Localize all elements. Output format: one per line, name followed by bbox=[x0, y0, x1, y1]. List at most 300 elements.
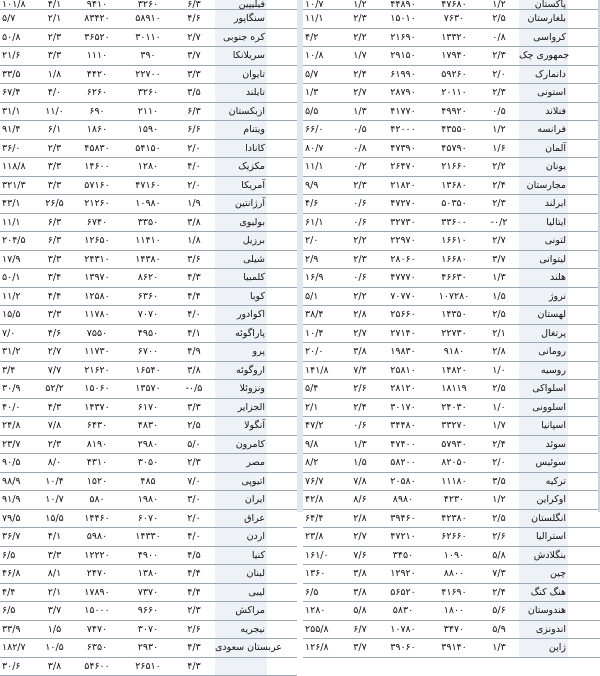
table-cell: ۱۰۱/۸ bbox=[0, 0, 38, 9]
table-cell: ۴۸۳۰ bbox=[123, 417, 173, 435]
table-row bbox=[0, 288, 297, 307]
table-cell: ۳۰/۶ bbox=[0, 658, 38, 676]
table-cell: ۴۲۳۰ bbox=[429, 491, 479, 509]
country-name-cell: کرواسی bbox=[519, 29, 568, 47]
table-cell: ۱۸۱۱۹ bbox=[429, 380, 479, 398]
table-cell: ۰/۶ bbox=[343, 195, 377, 213]
table-cell: ۱/۲ bbox=[479, 121, 519, 139]
country-name-cell: ونزوئلا bbox=[215, 380, 267, 398]
country-name-cell: استرالیا bbox=[519, 528, 568, 546]
table-row bbox=[0, 491, 297, 510]
table-cell: ۰/۵ bbox=[343, 121, 377, 139]
table-row bbox=[0, 103, 297, 122]
table-cell: ۲۶/۵ bbox=[38, 195, 71, 213]
table-cell: ۲/۵ bbox=[479, 510, 519, 528]
table-cell: ۶۶/۰ bbox=[303, 121, 343, 139]
table-cell: ۱/۸ bbox=[38, 66, 71, 84]
table-cell: ۴/۴ bbox=[173, 565, 215, 583]
country-name-cell: سریلانکا bbox=[215, 47, 267, 65]
table-cell: ۴/۳ bbox=[173, 269, 215, 287]
table-cell: ۲۹۱۵۰ bbox=[377, 47, 429, 65]
table-row bbox=[0, 66, 297, 85]
table-cell: ۱۲۹۲۰ bbox=[377, 565, 429, 583]
table-cell: ۸۶۲۰ bbox=[123, 269, 173, 287]
table-row bbox=[303, 510, 600, 529]
table-row bbox=[303, 121, 600, 140]
table-cell: ۴۳۵۵۰ bbox=[429, 121, 479, 139]
table-row bbox=[303, 177, 600, 196]
table-row bbox=[0, 214, 297, 233]
country-name-cell: لیبی bbox=[215, 584, 267, 602]
country-name-cell: اندونزی bbox=[519, 621, 568, 639]
table-cell: ۲۲۷۰۰ bbox=[123, 66, 173, 84]
table-cell: ۷/۸ bbox=[38, 417, 71, 435]
table-cell: ۱۹۸۳۰ bbox=[377, 343, 429, 361]
country-name-cell: تایلند bbox=[215, 84, 267, 102]
table-cell: ۱۰/۷ bbox=[303, 0, 343, 9]
table-row bbox=[303, 343, 600, 362]
table-cell: ۶۷۴۰ bbox=[71, 214, 123, 232]
table-cell: ۱۶۵۴۰ bbox=[123, 362, 173, 380]
table-row bbox=[0, 306, 297, 325]
table-cell: ۲/۴ bbox=[343, 399, 377, 417]
table-cell: ۱۹۸۰ bbox=[123, 491, 173, 509]
table-row bbox=[0, 639, 297, 658]
country-name-cell: یونان bbox=[519, 158, 568, 176]
table-cell: ۲/۰ bbox=[173, 140, 215, 158]
table-cell: ۶/۳ bbox=[38, 214, 71, 232]
table-cell: ۱۱۱۰ bbox=[71, 47, 123, 65]
table-cell: ۱/۰ bbox=[479, 362, 519, 380]
table-cell: ۱/۷ bbox=[343, 47, 377, 65]
table-cell: ۴۲۰۰۰ bbox=[377, 121, 429, 139]
table-cell: ۱۳۶۸۰ bbox=[429, 177, 479, 195]
table-cell: ۶۳۶۰ bbox=[123, 288, 173, 306]
table-cell: ۱۰/۴ bbox=[303, 325, 343, 343]
table-cell: ۴/۰ bbox=[173, 306, 215, 324]
table-cell: ۷/۰ bbox=[173, 473, 215, 491]
table-row bbox=[303, 140, 600, 159]
table-cell: ۲۳/۸ bbox=[303, 528, 343, 546]
table-cell: ۲/۱ bbox=[38, 10, 71, 28]
table-cell: ۸۸۰۰ bbox=[429, 565, 479, 583]
table-cell: ۱۵۹۰ bbox=[123, 121, 173, 139]
table-cell: ۰/۶ bbox=[343, 417, 377, 435]
table-row bbox=[0, 658, 297, 676]
country-name-cell: انگلستان bbox=[519, 510, 568, 528]
country-name-cell: اتیوپی bbox=[215, 473, 267, 491]
table-cell: ۲/۵ bbox=[173, 417, 215, 435]
table-cell: ۱۴۱/۸ bbox=[303, 362, 343, 380]
country-name-cell: مجارستان bbox=[519, 177, 568, 195]
country-name-cell: عراق bbox=[215, 510, 267, 528]
table-row bbox=[0, 177, 297, 196]
table-cell: ۱۱۷۸۰ bbox=[71, 306, 123, 324]
table-cell: ۲/۶ bbox=[479, 528, 519, 546]
table-cell: ۲۳/۷ bbox=[0, 436, 38, 454]
table-cell: ۱۲۶۵۰ bbox=[71, 232, 123, 250]
table-cell: ۲۱۶۹۰ bbox=[377, 29, 429, 47]
table-cell: ۴/۵ bbox=[173, 547, 215, 565]
table-cell: ۳۳۲۷۰ bbox=[429, 417, 479, 435]
table-cell: ۱۶/۹ bbox=[303, 269, 343, 287]
table-cell: ۶۷۰۰ bbox=[123, 343, 173, 361]
country-name-cell: ژاپن bbox=[519, 639, 568, 657]
table-cell: ۷/۰ bbox=[0, 325, 38, 343]
table-row bbox=[0, 325, 297, 344]
table-row bbox=[303, 602, 600, 621]
table-row bbox=[303, 399, 600, 418]
table-cell: ۳/۷ bbox=[173, 47, 215, 65]
table-cell: ۵۲/۲ bbox=[38, 380, 71, 398]
table-row bbox=[0, 380, 297, 399]
table-cell: ۴/۳ bbox=[38, 399, 71, 417]
table-cell: ۲۰۵۸۰ bbox=[377, 473, 429, 491]
table-cell: ۲/۳ bbox=[343, 177, 377, 195]
table-cell: ۴۹۹۲۰ bbox=[429, 103, 479, 121]
table-cell: ۲/۳ bbox=[479, 195, 519, 213]
table-cell: ۱۷/۹ bbox=[0, 251, 38, 269]
table-cell: ۴/۱ bbox=[38, 0, 71, 9]
country-name-cell: سوئیس bbox=[519, 454, 568, 472]
table-cell: ۴۶/۸ bbox=[0, 565, 38, 583]
table-cell: ۷۰۷۷۰ bbox=[377, 288, 429, 306]
country-name-cell: بولیوی bbox=[215, 214, 267, 232]
table-cell: ۶۱۷۰ bbox=[123, 399, 173, 417]
table-row bbox=[0, 399, 297, 418]
table-row bbox=[0, 195, 297, 214]
table-cell: ۱/۸ bbox=[173, 232, 215, 250]
table-cell: ۹۱/۴ bbox=[0, 121, 38, 139]
table-cell: ۴۵۷۹۰ bbox=[429, 140, 479, 158]
table-cell: ۵۴۱۵۰ bbox=[123, 140, 173, 158]
table-cell: ۱۵/۵ bbox=[0, 306, 38, 324]
table-cell: ۰/۸ bbox=[343, 140, 377, 158]
table-cell: ۴۷۶۸۰ bbox=[429, 0, 479, 9]
table-cell: ۴۶۶۳۰ bbox=[429, 269, 479, 287]
table-cell: ۷/۳ bbox=[479, 565, 519, 583]
table-cell: ۵/۷ bbox=[0, 10, 38, 28]
table-cell: ۳۴۵۰ bbox=[377, 547, 429, 565]
table-row bbox=[0, 436, 297, 455]
table-cell: ۴۷۴۰۰ bbox=[377, 436, 429, 454]
table-cell: ۲/۴ bbox=[343, 66, 377, 84]
table-cell: ۱۶۱/۰ bbox=[303, 547, 343, 565]
country-name-cell: لتونی bbox=[519, 232, 568, 250]
table-row bbox=[0, 251, 297, 270]
table-cell: ۷۶۳۰ bbox=[429, 10, 479, 28]
table-cell: ۴/۶ bbox=[38, 325, 71, 343]
table-cell: ۱۱/۱ bbox=[0, 214, 38, 232]
table-cell: ۱۲۶/۸ bbox=[303, 639, 343, 657]
table-cell: ۱/۹ bbox=[173, 195, 215, 213]
table-row bbox=[303, 214, 600, 233]
country-name-cell: پرو bbox=[215, 343, 267, 361]
table-cell: ۴/۰ bbox=[173, 158, 215, 176]
table-row bbox=[303, 325, 600, 344]
table-cell: ۱۱/۱ bbox=[303, 158, 343, 176]
table-cell: ۵۹۸۰ bbox=[71, 528, 123, 546]
table-cell: ۳/۳ bbox=[38, 547, 71, 565]
country-name-cell: بلغارستان bbox=[519, 10, 568, 28]
table-cell: ۰/۸ bbox=[479, 29, 519, 47]
table-cell: ۴/۹ bbox=[173, 343, 215, 361]
table-row bbox=[303, 436, 600, 455]
table-row bbox=[303, 232, 600, 251]
country-name-cell: اردن bbox=[215, 528, 267, 546]
table-cell: ۲۸۱۲۰ bbox=[377, 380, 429, 398]
table-cell: ۷۵۵۰ bbox=[71, 325, 123, 343]
table-row bbox=[0, 584, 297, 603]
table-row bbox=[303, 10, 600, 29]
table-cell: ۵۸۲۰۰ bbox=[377, 454, 429, 472]
table-cell: ۰/۶ bbox=[343, 269, 377, 287]
table-row bbox=[303, 269, 600, 288]
table-cell: ۱۵۰۶۰ bbox=[71, 380, 123, 398]
table-cell: ۳/۳ bbox=[38, 251, 71, 269]
table-cell: ۲۲۷۳۰ bbox=[429, 325, 479, 343]
table-cell: ۱۴۳۳۰ bbox=[123, 528, 173, 546]
table-cell: ۱۱۷۳۰ bbox=[71, 343, 123, 361]
table-cell: ۴۲۳۸۰ bbox=[429, 510, 479, 528]
table-cell: ۵۸۰ bbox=[71, 491, 123, 509]
table-cell: ۳۳/۹ bbox=[0, 621, 38, 639]
table-cell: ۵/۹ bbox=[479, 621, 519, 639]
table-cell: ۹/۸ bbox=[303, 436, 343, 454]
table-cell: ۲/۸ bbox=[479, 343, 519, 361]
table-row bbox=[303, 158, 600, 177]
table-row bbox=[0, 140, 297, 159]
table-cell: ۱۳۳۲۰ bbox=[429, 29, 479, 47]
table-cell: ۱۱۴۱۰ bbox=[123, 232, 173, 250]
table-cell: ۲/۳ bbox=[38, 436, 71, 454]
country-name-cell: فیلیپین bbox=[215, 0, 267, 9]
table-row bbox=[0, 269, 297, 288]
table-cell: ۳/۸ bbox=[38, 658, 71, 676]
table-cell: ۳۳۶۰۰ bbox=[429, 214, 479, 232]
table-cell: -۰/۲ bbox=[479, 214, 519, 232]
country-name-cell: برزیل bbox=[215, 232, 267, 250]
country-name-cell: مصر bbox=[215, 454, 267, 472]
table-cell: ۵۸۳۰ bbox=[377, 602, 429, 620]
table-cell: ۲/۸ bbox=[343, 510, 377, 528]
table-cell: ۲/۳ bbox=[479, 47, 519, 65]
table-cell: ۶/۳ bbox=[173, 0, 215, 9]
table-cell: ۶/۶ bbox=[173, 121, 215, 139]
table-cell: ۴۷۷۷۰ bbox=[377, 269, 429, 287]
table-row bbox=[0, 417, 297, 436]
table-cell: ۲۶۴۷۰ bbox=[377, 158, 429, 176]
table-row bbox=[303, 380, 600, 399]
table-cell: ۲/۱ bbox=[479, 325, 519, 343]
table-row bbox=[303, 47, 600, 66]
table-cell: ۱۶۶۱۰ bbox=[429, 232, 479, 250]
table-cell: ۲۴۷۰ bbox=[71, 565, 123, 583]
table-cell: ۱۵۰۰۰ bbox=[71, 602, 123, 620]
table-cell: ۳/۰ bbox=[173, 491, 215, 509]
table-cell: ۴۴۸۹۰ bbox=[377, 0, 429, 9]
country-name-cell: جمهوری چک bbox=[519, 47, 568, 65]
table-cell: ۴۹۰۰ bbox=[123, 547, 173, 565]
table-cell: ۱۰/۸ bbox=[303, 47, 343, 65]
country-name-cell: استونی bbox=[519, 84, 568, 102]
table-cell: ۲۱۲۶۰ bbox=[71, 195, 123, 213]
table-row bbox=[0, 84, 297, 103]
table-cell: ۹۴۱۰ bbox=[71, 0, 123, 9]
table-cell: ۲۶۵۱۰ bbox=[123, 658, 173, 676]
table-cell: ۳۹۴۶۰ bbox=[377, 510, 429, 528]
table-cell: ۱۳۹۷۰ bbox=[71, 269, 123, 287]
table-cell: ۲/۴ bbox=[479, 436, 519, 454]
table-cell: ۳/۵ bbox=[479, 473, 519, 491]
table-cell: ۱/۲ bbox=[479, 0, 519, 9]
table-row bbox=[0, 602, 297, 621]
table-cell: ۱۴۳۷۰ bbox=[71, 399, 123, 417]
table-cell: ۶/۵ bbox=[0, 547, 38, 565]
table-cell: ۳۰۱۱۰ bbox=[123, 29, 173, 47]
table-cell: ۲/۵ bbox=[479, 10, 519, 28]
table-cell: ۲۱۱۰ bbox=[123, 103, 173, 121]
table-cell: ۶/۵ bbox=[303, 584, 343, 602]
table-cell: ۲۵۸۱۰ bbox=[377, 362, 429, 380]
table-cell: ۷۴۷۰ bbox=[71, 621, 123, 639]
table-cell: ۴/۴ bbox=[0, 584, 38, 602]
table-cell: ۱۰۹۸۰ bbox=[123, 195, 173, 213]
table-cell: ۸۳۴۲۰ bbox=[71, 10, 123, 28]
table-cell: ۱/۵ bbox=[343, 454, 377, 472]
table-cell: ۶۴۳۰ bbox=[71, 417, 123, 435]
table-cell: ۳/۸ bbox=[343, 343, 377, 361]
table-cell: ۵۸۹۱۰ bbox=[123, 10, 173, 28]
table-cell: ۲۸۷۹۰ bbox=[377, 84, 429, 102]
table-row bbox=[303, 29, 600, 48]
table-cell: ۳/۷ bbox=[38, 602, 71, 620]
table-row bbox=[0, 528, 297, 547]
country-name-cell: تایوان bbox=[215, 66, 267, 84]
table-cell: ۱۱/۰ bbox=[38, 103, 71, 121]
country-name-cell: پرتغال bbox=[519, 325, 568, 343]
country-name-cell: لهستان bbox=[519, 306, 568, 324]
table-cell: ۳۶۵۲۰ bbox=[71, 29, 123, 47]
table-cell: ۵/۵ bbox=[303, 103, 343, 121]
table-cell: ۱۷۹۴۰ bbox=[429, 47, 479, 65]
table-cell: ۱۰۷۲۸۰ bbox=[429, 288, 479, 306]
table-cell: ۹۱/۹ bbox=[0, 491, 38, 509]
table-cell: ۴/۳ bbox=[173, 658, 215, 676]
country-name-cell: آمریکا bbox=[215, 177, 267, 195]
table-cell: ۳۱/۱ bbox=[0, 103, 38, 121]
table-cell: ۲۹۳۰ bbox=[123, 639, 173, 657]
table-row bbox=[303, 306, 600, 325]
table-cell: ۱/۳ bbox=[479, 639, 519, 657]
table-cell: ۶۷/۴ bbox=[0, 84, 38, 102]
table-row bbox=[303, 565, 600, 584]
table-cell: ۱۳۵۷۰ bbox=[123, 380, 173, 398]
table-cell: ۱/۳ bbox=[303, 84, 343, 102]
table-cell: ۱۵۲۰ bbox=[71, 473, 123, 491]
table-cell: ۴۲/۸ bbox=[303, 491, 343, 509]
table-row bbox=[0, 10, 297, 29]
table-row bbox=[303, 84, 600, 103]
country-name-cell: ایرلند bbox=[519, 195, 568, 213]
table-cell: ۳۲۱/۳ bbox=[0, 177, 38, 195]
table-cell: ۱۰/۴ bbox=[38, 473, 71, 491]
table-cell: ۲/۰ bbox=[173, 177, 215, 195]
table-cell: ۲/۶ bbox=[173, 621, 215, 639]
country-name-cell: پاراگوئه bbox=[215, 325, 267, 343]
table-cell: ۳/۴ bbox=[0, 362, 38, 380]
table-cell: ۱۶۶۸۰ bbox=[429, 251, 479, 269]
table-row bbox=[303, 417, 600, 436]
table-cell: ۴/۶ bbox=[173, 10, 215, 28]
table-cell: ۱۵۰۱۰ bbox=[377, 10, 429, 28]
table-cell: ۳/۳ bbox=[38, 177, 71, 195]
table-row bbox=[0, 232, 297, 251]
table-cell: ۷/۸ bbox=[343, 473, 377, 491]
table-cell: ۲/۲ bbox=[479, 158, 519, 176]
table-cell: ۲/۵ bbox=[479, 380, 519, 398]
country-name-cell: مراکش bbox=[215, 602, 267, 620]
table-cell: ۲/۴ bbox=[479, 584, 519, 602]
table-cell: ۲/۲ bbox=[343, 288, 377, 306]
table-row bbox=[303, 288, 600, 307]
country-name-cell: مکزیک bbox=[215, 158, 267, 176]
table-cell: ۷۶/۷ bbox=[303, 473, 343, 491]
country-name-cell: بنگلادش bbox=[519, 547, 568, 565]
table-cell: ۲/۷ bbox=[38, 343, 71, 361]
table-cell: ۲۵۶۶۰ bbox=[377, 306, 429, 324]
table-cell: ۱۰/۷ bbox=[38, 491, 71, 509]
table-row bbox=[0, 473, 297, 492]
table-cell: ۶۲۶۶۰ bbox=[429, 528, 479, 546]
table-cell: ۴۹۵۰ bbox=[123, 325, 173, 343]
left-table bbox=[0, 0, 297, 512]
table-cell: ۳۹۰ bbox=[123, 47, 173, 65]
table-cell: ۶۳۵۰ bbox=[71, 639, 123, 657]
table-row bbox=[303, 362, 600, 381]
table-cell: ۱۱۸/۸ bbox=[0, 158, 38, 176]
table-cell: ۳۲۶۰ bbox=[123, 0, 173, 9]
table-cell: ۵/۷ bbox=[303, 66, 343, 84]
table-cell: ۴/۰ bbox=[173, 528, 215, 546]
country-name-cell: کامرون bbox=[215, 436, 267, 454]
table-cell: ۶۲۶۰ bbox=[71, 84, 123, 102]
table-cell: ۸/۰ bbox=[38, 454, 71, 472]
table-cell: ۱۲۸۰ bbox=[123, 158, 173, 176]
table-cell: ۱۴۳۵۰ bbox=[429, 306, 479, 324]
table-cell: ۳/۳ bbox=[38, 158, 71, 176]
table-cell: ۱۴۴۶۰ bbox=[71, 510, 123, 528]
table-cell: ۳۴۴۸۰ bbox=[377, 417, 429, 435]
country-name-cell: کره جنوبی bbox=[215, 29, 267, 47]
table-row bbox=[0, 121, 297, 140]
table-cell: ۳۰۵۰ bbox=[123, 454, 173, 472]
country-name-cell: اوکراین bbox=[519, 491, 568, 509]
table-cell: ۱/۳ bbox=[343, 103, 377, 121]
table-row bbox=[0, 565, 297, 584]
table-cell: ۱۰/۵ bbox=[38, 639, 71, 657]
table-row bbox=[0, 510, 297, 529]
table-row bbox=[0, 47, 297, 66]
country-name-cell: کنیا bbox=[215, 547, 267, 565]
table-cell: ۴۱۷۷۰ bbox=[377, 103, 429, 121]
table-cell: ۸/۲ bbox=[303, 454, 343, 472]
table-cell: ۱۴۳۸۰ bbox=[123, 251, 173, 269]
table-cell: ۰/۶ bbox=[343, 214, 377, 232]
table-cell: ۳/۸ bbox=[173, 362, 215, 380]
table-row bbox=[0, 29, 297, 48]
table-cell: ۹/۹ bbox=[303, 177, 343, 195]
